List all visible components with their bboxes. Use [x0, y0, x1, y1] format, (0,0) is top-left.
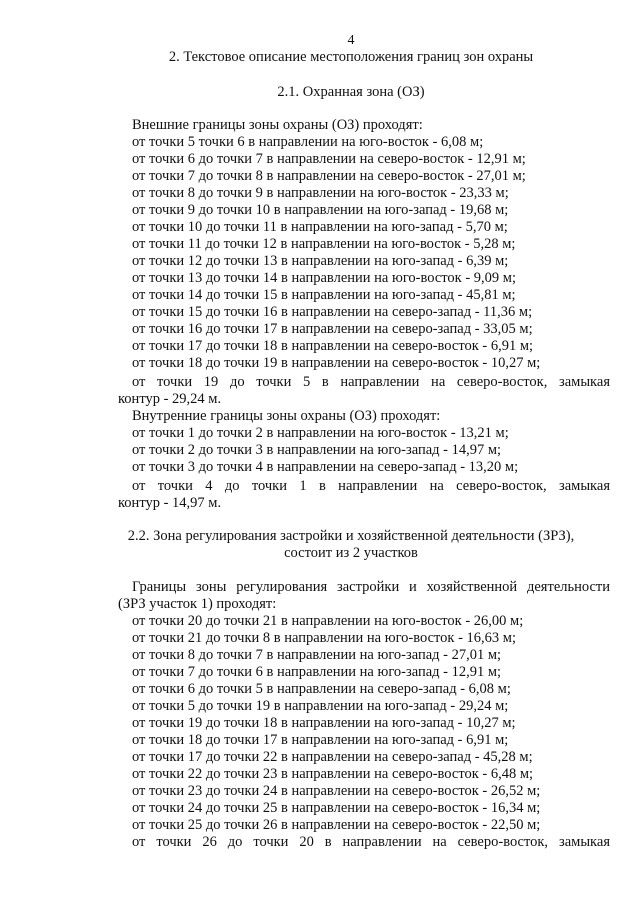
list-item: от точки 23 до точки 24 в направлении на северо-восток - 26,52 м; [132, 783, 541, 799]
list-item: от точки 24 до точки 25 в направлении на северо-восток - 16,34 м; [132, 800, 541, 816]
page-number: 4 [347, 33, 355, 48]
zrz-intro: Границы зоны регулирования застройки и хозяйственной деятельности [132, 579, 610, 595]
list-item: от точки 9 до точки 10 в направлении на юго-запад - 19,68 м; [132, 202, 509, 218]
list-item-closing: от точки 26 до точки 20 в направлении на северо-восток, замыкая [132, 834, 610, 850]
list-item: от точки 22 до точки 23 в направлении на северо-восток - 6,48 м; [132, 766, 534, 782]
page-title: 2. Текстовое описание местоположения границ зон охраны [168, 49, 534, 65]
list-item: от точки 12 до точки 13 в направлении на юго-запад - 6,39 м; [132, 253, 509, 269]
list-item: от точки 5 точки 6 в направлении на юго-восток - 6,08 м; [132, 134, 484, 150]
list-item: от точки 6 до точки 7 в направлении на северо-восток - 12,91 м; [132, 151, 526, 167]
list-item: от точки 11 до точки 12 в направлении на юго-восток - 5,28 м; [132, 236, 516, 252]
list-item: от точки 25 до точки 26 в направлении на северо-восток - 22,50 м; [132, 817, 541, 833]
zrz-intro-cont: (ЗРЗ участок 1) проходят: [118, 596, 277, 612]
list-item-closing-cont: контур - 29,24 м. [118, 391, 222, 407]
list-item: от точки 7 до точки 8 в направлении на северо-восток - 27,01 м; [132, 168, 526, 184]
list-item: от точки 6 до точки 5 в направлении на северо-запад - 6,08 м; [132, 681, 511, 697]
list-item-closing: от точки 19 до точки 5 в направлении на северо-восток, замыкая [132, 374, 610, 390]
outer-boundaries-intro: Внешние границы зоны охраны (ОЗ) проходят: [132, 117, 423, 133]
section-heading-oz: 2.1. Охранная зона (ОЗ) [277, 84, 425, 100]
list-item: от точки 17 до точки 18 в направлении на северо-восток - 6,91 м; [132, 338, 534, 354]
list-item: от точки 8 до точки 7 в направлении на юго-запад - 27,01 м; [132, 647, 502, 663]
list-item: от точки 17 до точки 22 в направлении на северо-запад - 45,28 м; [132, 749, 533, 765]
list-item: от точки 19 до точки 18 в направлении на юго-запад - 10,27 м; [132, 715, 516, 731]
list-item: от точки 5 до точки 19 в направлении на юго-запад - 29,24 м; [132, 698, 509, 714]
list-item-closing: от точки 4 до точки 1 в направлении на северо-восток, замыкая [132, 478, 610, 494]
list-item: от точки 20 до точки 21 в направлении на юго-восток - 26,00 м; [132, 613, 524, 629]
section-heading-zrz: 2.2. Зона регулирования застройки и хозяйственной деятельности (ЗРЗ), [127, 528, 575, 544]
list-item: от точки 3 до точки 4 в направлении на северо-запад - 13,20 м; [132, 459, 519, 475]
list-item: от точки 8 до точки 9 в направлении на юго-восток - 23,33 м; [132, 185, 509, 201]
list-item-closing-cont: контур - 14,97 м. [118, 495, 222, 511]
list-item: от точки 18 до точки 17 в направлении на юго-запад - 6,91 м; [132, 732, 509, 748]
list-item: от точки 13 до точки 14 в направлении на юго-восток - 9,09 м; [132, 270, 516, 286]
list-item: от точки 21 до точки 8 в направлении на юго-восток - 16,63 м; [132, 630, 516, 646]
list-item: от точки 16 до точки 17 в направлении на северо-запад - 33,05 м; [132, 321, 533, 337]
list-item: от точки 1 до точки 2 в направлении на юго-восток - 13,21 м; [132, 425, 509, 441]
inner-boundaries-intro: Внутренние границы зоны охраны (ОЗ) проходят: [132, 408, 441, 424]
list-item: от точки 14 до точки 15 в направлении на юго-запад - 45,81 м; [132, 287, 516, 303]
list-item: от точки 18 до точки 19 в направлении на северо-восток - 10,27 м; [132, 355, 541, 371]
list-item: от точки 2 до точки 3 в направлении на юго-запад - 14,97 м; [132, 442, 502, 458]
list-item: от точки 7 до точки 6 в направлении на юго-запад - 12,91 м; [132, 664, 502, 680]
section-heading-zrz-cont: состоит из 2 участков [284, 545, 418, 561]
list-item: от точки 15 до точки 16 в направлении на северо-запад - 11,36 м; [132, 304, 533, 320]
list-item: от точки 10 до точки 11 в направлении на юго-запад - 5,70 м; [132, 219, 508, 235]
